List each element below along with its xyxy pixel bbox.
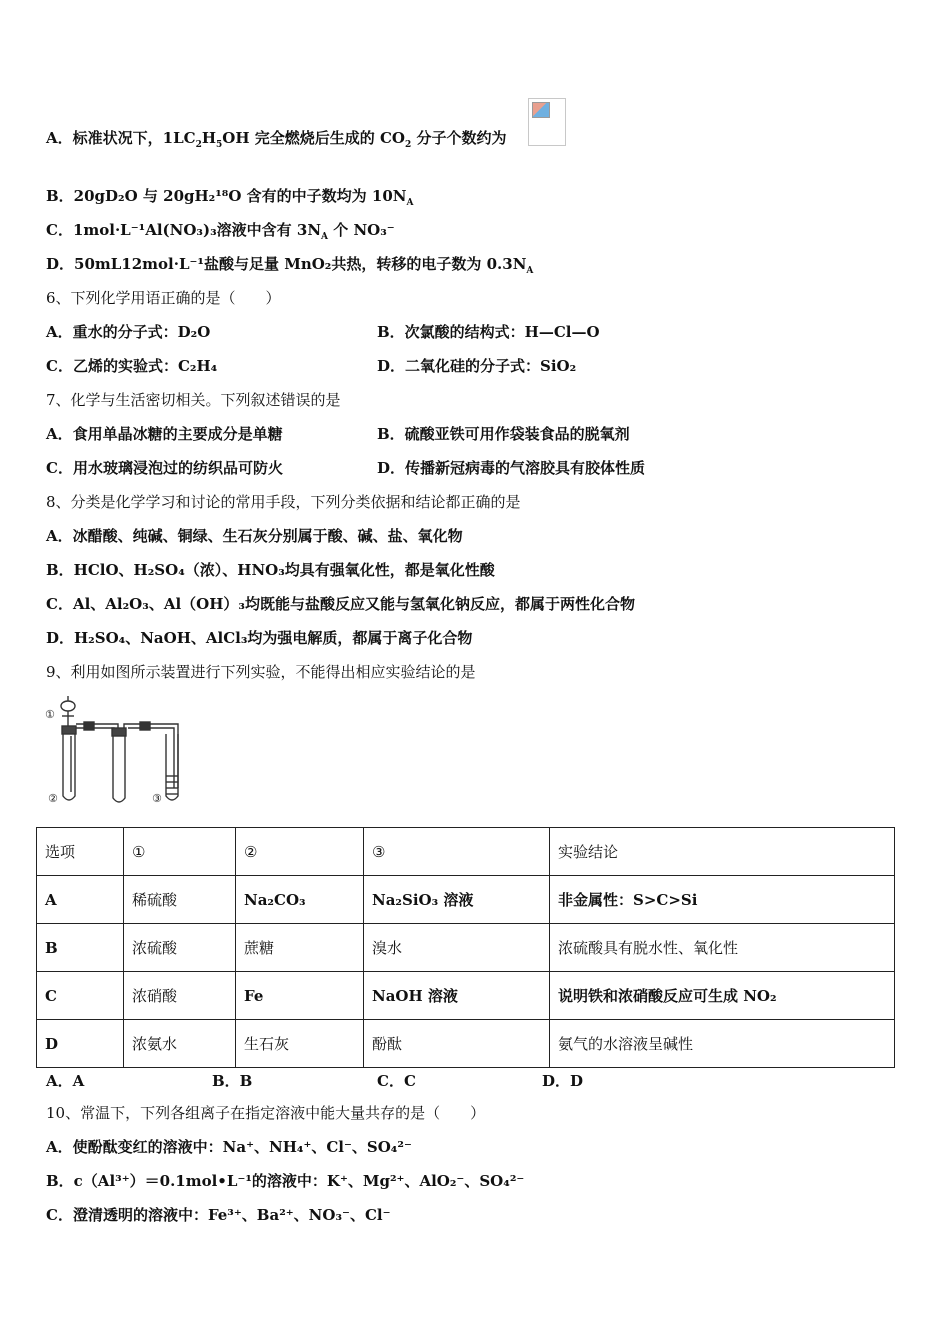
- q6-stem: 6、下列化学用语正确的是（ ）: [46, 289, 281, 307]
- q5-option-d-sub: A: [526, 266, 534, 276]
- table-cell: 稀硫酸: [124, 876, 236, 924]
- table-cell: D: [37, 1020, 124, 1068]
- table-cell: NaOH 溶液: [364, 972, 550, 1020]
- image-placeholder-icon: [532, 102, 550, 118]
- table-cell: 生石灰: [236, 1020, 364, 1068]
- q5-option-c: [46, 220, 395, 240]
- q7-option-d: D．传播新冠病毒的气溶胶具有胶体性质: [377, 459, 646, 477]
- table-cell: 酚酞: [364, 1020, 550, 1068]
- q5-option-d: [46, 254, 533, 274]
- table-cell: 溴水: [364, 924, 550, 972]
- broken-image-icon: [528, 98, 566, 146]
- q9-answer-a: A．A: [46, 1072, 85, 1090]
- q10-stem: 10、常温下，下列各组离子在指定溶液中能大量共存的是（ ）: [46, 1104, 486, 1122]
- table-cell: 浓硫酸: [124, 924, 236, 972]
- label-1: ①: [45, 708, 55, 721]
- experiment-table: [36, 827, 895, 1068]
- q5-sub1: 2: [195, 140, 202, 150]
- table-cell: Fe: [236, 972, 364, 1020]
- q9-answer-d: D．D: [542, 1072, 584, 1090]
- q6-option-c: C．乙烯的实验式：C₂H₄: [46, 357, 218, 375]
- table-cell: A: [37, 876, 124, 924]
- stopper-2: [112, 728, 126, 736]
- apparatus-diagram: [44, 692, 194, 812]
- table-header-row: [37, 828, 895, 876]
- table-row: [37, 876, 895, 924]
- q5-option-a-part2: H: [201, 129, 217, 147]
- table-cell: 氨气的水溶液呈碱性: [550, 1020, 895, 1068]
- q5-option-b: [46, 186, 413, 206]
- q10-option-c: C．澄清透明的溶液中：Fe³⁺、Ba²⁺、NO₃⁻、Cl⁻: [46, 1206, 391, 1224]
- table-header-cell: 实验结论: [550, 828, 895, 876]
- label-3: ③: [152, 792, 162, 805]
- q8-option-b: B．HClO、H₂SO₄（浓）、HNO₃均具有强氧化性，都是氧化性酸: [46, 561, 495, 579]
- q6-option-d: D．二氧化硅的分子式：SiO₂: [377, 357, 577, 375]
- q8-option-d: D．H₂SO₄、NaOH、AlCl₃均为强电解质，都属于离子化合物: [46, 629, 473, 647]
- table-cell: Na₂CO₃: [236, 876, 364, 924]
- q6-option-a: A．重水的分子式：D₂O: [46, 323, 211, 341]
- table-cell: 浓硫酸具有脱水性、氧化性: [550, 924, 895, 972]
- q5-option-a-part3: OH 完全燃烧后生成的 CO: [222, 129, 405, 147]
- table-header-cell: ①: [124, 828, 236, 876]
- test-tube-1: [63, 734, 75, 800]
- funnel-bulb: [61, 701, 75, 711]
- table-cell: 浓硝酸: [124, 972, 236, 1020]
- label-2: ②: [48, 792, 58, 805]
- q5-sub2: 5: [216, 140, 223, 150]
- table-cell: B: [37, 924, 124, 972]
- q7-stem: 7、化学与生活密切相关。下列叙述错误的是: [46, 391, 341, 409]
- q5-option-c-sub: A: [321, 232, 329, 242]
- q6-option-b: B．次氯酸的结构式：H—Cl—O: [377, 323, 600, 341]
- table-cell: 浓氨水: [124, 1020, 236, 1068]
- q9-answer-c: C．C: [377, 1072, 416, 1090]
- table-cell: 非金属性：S>C>Si: [550, 876, 895, 924]
- q5-option-a: [46, 128, 506, 148]
- q5-sub3: 2: [404, 140, 412, 150]
- q5-option-a-part4: 分子个数约为: [411, 129, 507, 147]
- q5-option-d-text: D．50mL12mol·L⁻¹盐酸与足量 MnO₂共热，转移的电子数为 0.3N: [46, 255, 527, 273]
- stopper-1: [62, 726, 76, 734]
- q10-option-a: A．使酚酞变红的溶液中：Na⁺、NH₄⁺、Cl⁻、SO₄²⁻: [46, 1138, 412, 1156]
- table-cell: 说明铁和浓硝酸反应可生成 NO₂: [550, 972, 895, 1020]
- table-header-cell: 选项: [37, 828, 124, 876]
- table-header-cell: ②: [236, 828, 364, 876]
- table-cell: 蔗糖: [236, 924, 364, 972]
- q7-option-b: B．硫酸亚铁可用作袋装食品的脱氧剂: [377, 425, 630, 443]
- q5-option-b-sub: A: [406, 198, 414, 208]
- q10-option-b: B．c（Al³⁺）＝0.1mol•L⁻¹的溶液中：K⁺、Mg²⁺、AlO₂⁻、SO₄²⁻: [46, 1172, 525, 1190]
- table-cell: C: [37, 972, 124, 1020]
- q9-stem: 9、利用如图所示装置进行下列实验，不能得出相应实验结论的是: [46, 663, 476, 681]
- table-row: [37, 1020, 895, 1068]
- table-cell: Na₂SiO₃ 溶液: [364, 876, 550, 924]
- q8-stem: 8、分类是化学学习和讨论的常用手段，下列分类依据和结论都正确的是: [46, 493, 521, 511]
- table-row: [37, 972, 895, 1020]
- q5-option-b-text: B．20gD₂O 与 20gH₂¹⁸O 含有的中子数均为 10N: [46, 187, 407, 205]
- q5-option-c-text: C．1mol·L⁻¹Al(NO₃)₃溶液中含有 3N: [46, 221, 322, 239]
- q8-option-a: A．冰醋酸、纯碱、铜绿、生石灰分别属于酸、碱、盐、氧化物: [46, 527, 463, 545]
- q5-option-c-end: 个 NO₃⁻: [328, 221, 395, 239]
- q7-option-c: C．用水玻璃浸泡过的纺织品可防火: [46, 459, 283, 477]
- table-row: [37, 924, 895, 972]
- q8-option-c: C．Al、Al₂O₃、Al（OH）₃均既能与盐酸反应又能与氢氧化钠反应，都属于两性化合物: [46, 595, 635, 613]
- q9-answer-b: B．B: [212, 1072, 253, 1090]
- table-header-cell: ③: [364, 828, 550, 876]
- test-tube-2: [113, 736, 125, 802]
- q5-option-a-part1: A．标准状况下，1LC: [46, 129, 196, 147]
- test-tube-3: [166, 734, 178, 800]
- q7-option-a: A．食用单晶冰糖的主要成分是单糖: [46, 425, 283, 443]
